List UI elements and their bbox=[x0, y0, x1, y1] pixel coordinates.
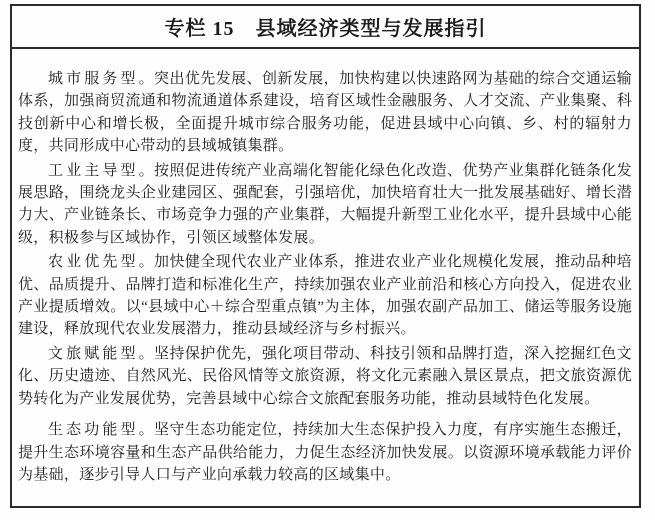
paragraph-type-label: 文旅赋能型 bbox=[48, 345, 139, 362]
paragraph-text: 。按照促进传统产业高端化智能化绿色化改造、优势产业集群化链条化发展思路，围绕龙头企业建园区、强配套，引强培优，加快培育壮大一批发展基础好、增长潜力大、产业链条长、市场竞争力强的产业集群，大幅提升新型工业化水平，提升县域中心能级，积极参与区域协作，引领区域整体发展。 bbox=[18, 162, 632, 246]
paragraph-agriculture-first bbox=[18, 251, 632, 341]
paragraph-eco-function bbox=[18, 419, 632, 486]
paragraph-type-label: 工业主导型 bbox=[48, 162, 139, 179]
paragraph-industry-led bbox=[18, 160, 632, 250]
paragraph-type-label: 城市服务型 bbox=[48, 71, 139, 87]
paragraph-type-label: 农业优先型 bbox=[48, 254, 139, 271]
paragraph-text: 。坚持保护优先，强化项目带动、科技引领和品牌打造，深入挖掘红色文化、历史遗迹、自然风光、民俗风情等文旅资源，将文化元素融入景区景点，把文旅资源优势转化为产业发展优势，完善县域中心综合文旅配套服务功能，推动县域特色化发展。 bbox=[18, 345, 632, 407]
paragraph-text: 。加快健全现代农业产业体系，推进农业产业化规模化发展，推动品种培优、品质提升、品牌打造和标准化生产，持续加强农业产业前沿和核心方向投入，促进农业产业提质增效。以“县域中心＋综合型重点镇”为主体，加强农副产品加工、储运等服务设施建设，释放现代农业发展潜力，推动县域经济与乡村振兴。 bbox=[18, 254, 632, 338]
column-box bbox=[10, 4, 641, 508]
column-box-body bbox=[12, 49, 639, 486]
paragraph-text: 。突出优先发展、创新发展，加快构建以快速路网为基础的综合交通运输体系，加强商贸流通和物流通道体系建设，培育区域性金融服务、人才交流、产业集聚、科技创新中心和增长极，全面提升城市综合服务功能，促进县域中心向镇、乡、村的辐射力度，共同形成中心带动的县域城镇集群。 bbox=[18, 71, 632, 155]
paragraph-city-service bbox=[18, 68, 632, 158]
page-title: 专栏 15 县域经济类型与发展指引 bbox=[164, 18, 487, 40]
paragraph-type-label: 生态功能型 bbox=[48, 422, 139, 439]
paragraph-text: 。坚守生态功能定位，持续加大生态保护投入力度，有序实施生态搬迁，提升生态环境容量和生态产品供给能力，力促生态经济加快发展。以资源环境承载能力评价为基础，逐步引导人口与产业向承载力较高的区域集中。 bbox=[18, 422, 632, 483]
paragraph-culture-tourism bbox=[18, 343, 632, 410]
column-box-header bbox=[12, 6, 639, 49]
